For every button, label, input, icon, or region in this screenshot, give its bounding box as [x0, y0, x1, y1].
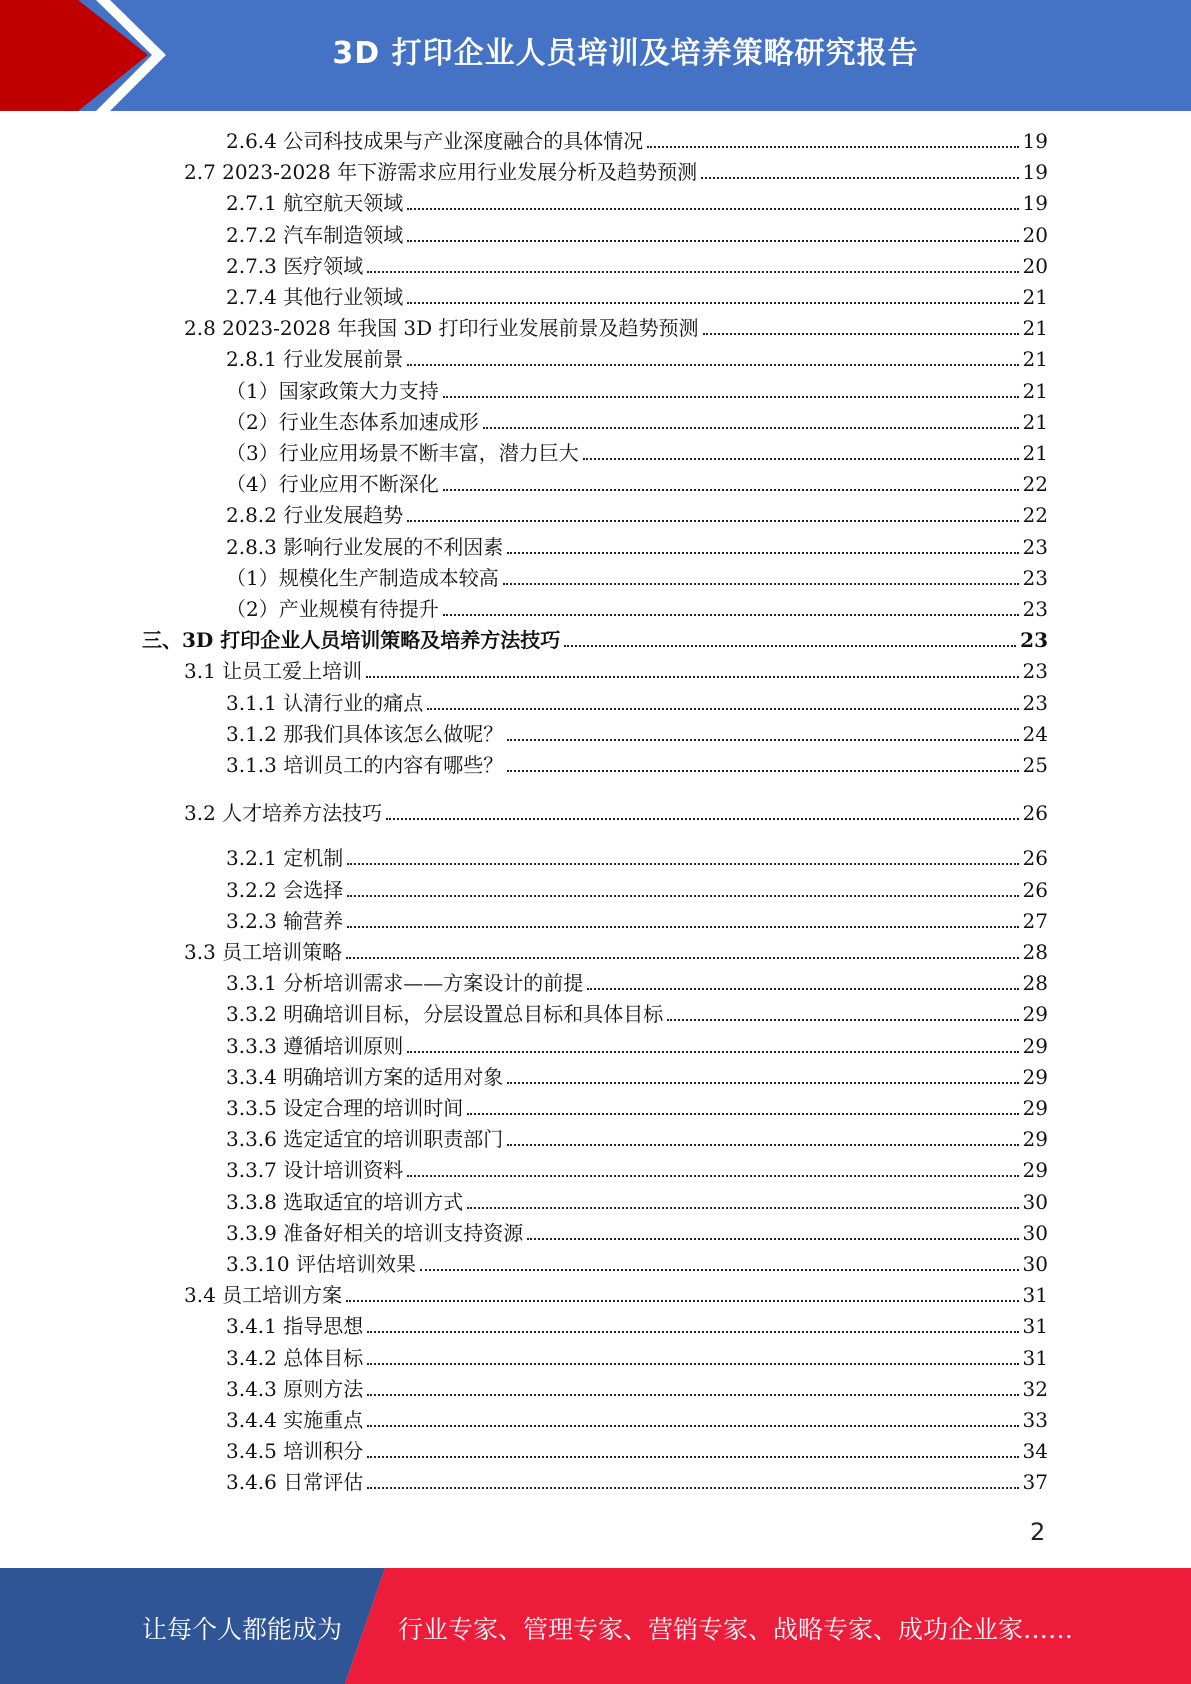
toc-entry-page: 20 — [1022, 253, 1048, 278]
footer-slogan-left: 让每个人都能成为 — [142, 1615, 343, 1644]
toc-entry-page: 24 — [1022, 721, 1048, 746]
toc-entry-page: 33 — [1022, 1408, 1048, 1432]
page-header — [0, 0, 1191, 111]
toc-entry-label: 3.4.2 总体目标 — [226, 1345, 364, 1370]
toc-entry[interactable] — [226, 1468, 1048, 1496]
toc-dot-leader — [347, 925, 1018, 928]
toc-dot-leader — [701, 176, 1018, 179]
toc-dot-leader — [467, 1112, 1018, 1115]
toc-dot-leader — [367, 1330, 1018, 1333]
toc-entry-label: 3.1.1 认清行业的痛点 — [226, 690, 424, 715]
toc-entry[interactable] — [226, 127, 1048, 155]
toc-entry-label: 3.4.4 实施重点 — [226, 1408, 364, 1432]
toc-entry-label: 3.3.7 设计培训资料 — [226, 1158, 404, 1183]
toc-entry[interactable] — [226, 1344, 1048, 1372]
toc-entry-label: （2）产业规模有待提升 — [226, 597, 439, 621]
toc-entry-label: 3.3.3 遵循培训原则 — [226, 1033, 404, 1058]
toc-entry-page: 22 — [1022, 472, 1048, 497]
toc-entry[interactable] — [226, 470, 1048, 498]
toc-entry-label: （1）国家政策大力支持 — [226, 378, 439, 403]
toc-entry-page: 25 — [1022, 753, 1048, 777]
toc-entry-page: 29 — [1022, 1033, 1048, 1058]
toc-entry[interactable] — [184, 314, 1048, 342]
toc-entry-label: 2.8.2 行业发展趋势 — [226, 503, 404, 528]
toc-entry-label: 2.8 2023-2028 年我国 3D 打印行业发展前景及趋势预测 — [184, 316, 699, 341]
toc-entry-label: 3.1 让员工爱上培训 — [184, 659, 363, 684]
toc-entry[interactable] — [226, 751, 1048, 779]
report-title: 3D 打印企业人员培训及培养策略研究报告 — [332, 36, 919, 71]
toc-dot-leader — [367, 1455, 1018, 1458]
toc-entry[interactable] — [226, 1219, 1048, 1247]
toc-dot-leader — [583, 457, 1019, 460]
toc-entry[interactable] — [226, 189, 1048, 217]
toc-entry[interactable] — [226, 533, 1048, 561]
toc-dot-leader — [507, 769, 1018, 772]
toc-entry-page: 29 — [1022, 1064, 1048, 1089]
toc-dot-leader — [420, 1268, 1019, 1271]
toc-entry-label: （4）行业应用不断深化 — [226, 472, 439, 497]
toc-dot-leader — [507, 738, 1018, 741]
toc-entry[interactable] — [226, 408, 1048, 436]
toc-dot-leader — [347, 862, 1018, 865]
toc-entry[interactable] — [226, 595, 1048, 623]
toc-entry[interactable] — [142, 626, 1048, 654]
toc-entry-page: 21 — [1022, 316, 1048, 341]
toc-entry[interactable] — [226, 1000, 1048, 1028]
toc-entry-label: 3.2.3 输营养 — [226, 908, 344, 933]
toc-entry[interactable] — [226, 252, 1048, 280]
toc-entry[interactable] — [226, 1437, 1048, 1465]
toc-entry[interactable] — [226, 221, 1048, 249]
toc-entry-page: 19 — [1022, 129, 1048, 153]
toc-entry-label: 3.1.2 那我们具体该怎么做呢？ — [226, 721, 504, 746]
toc-dot-leader — [703, 332, 1019, 335]
toc-entry-label: 3.4.1 指导思想 — [226, 1314, 364, 1339]
toc-dot-leader — [443, 395, 1019, 398]
toc-entry-page: 21 — [1022, 409, 1048, 434]
toc-entry-label: 3.1.3 培训员工的内容有哪些？ — [226, 753, 504, 777]
toc-entry[interactable] — [226, 1188, 1048, 1216]
toc-entry-label: 3.3.1 分析培训需求——方案设计的前提 — [226, 971, 584, 996]
toc-entry-page: 23 — [1022, 534, 1048, 559]
toc-entry[interactable] — [226, 1125, 1048, 1153]
toc-entry[interactable] — [226, 1063, 1048, 1091]
toc-entry-page: 26 — [1022, 846, 1048, 871]
toc-entry-label: 3.3.5 设定合理的培训时间 — [226, 1096, 464, 1120]
toc-entry-page: 31 — [1022, 1283, 1048, 1308]
toc-dot-leader — [407, 207, 1018, 210]
toc-entry-label: 3.3.9 准备好相关的培训支持资源 — [226, 1220, 524, 1245]
toc-entry-page: 20 — [1022, 222, 1048, 247]
toc-entry-label: （3）行业应用场景不断丰富，潜力巨大 — [226, 441, 579, 465]
toc-dot-leader — [467, 1206, 1018, 1209]
toc-entry-label: 3.3.8 选取适宜的培训方式 — [226, 1189, 464, 1214]
toc-dot-leader — [407, 519, 1018, 522]
toc-entry-label: 2.8.3 影响行业发展的不利因素 — [226, 534, 504, 559]
toc-entry-page: 23 — [1022, 565, 1048, 590]
toc-entry-label: 3.2.2 会选择 — [226, 877, 344, 902]
toc-entry-page: 22 — [1022, 503, 1048, 528]
toc-entry-page: 28 — [1022, 940, 1048, 964]
toc-dot-leader — [483, 426, 1019, 429]
toc-entry-page: 29 — [1022, 1096, 1048, 1120]
toc-entry-page: 31 — [1022, 1345, 1048, 1370]
toc-entry-label: 2.7 2023-2028 年下游需求应用行业发展分析及趋势预测 — [184, 160, 698, 185]
toc-entry[interactable] — [226, 564, 1048, 592]
toc-entry[interactable] — [226, 720, 1048, 748]
toc-entry-page: 26 — [1022, 801, 1048, 826]
toc-entry-label: 3.4.6 日常评估 — [226, 1470, 364, 1495]
toc-entry-label: 3.3.6 选定适宜的培训职责部门 — [226, 1127, 504, 1152]
toc-entry-page: 30 — [1022, 1252, 1048, 1276]
toc-dot-leader — [647, 145, 1018, 148]
toc-entry[interactable] — [226, 969, 1048, 997]
toc-entry-page: 19 — [1022, 160, 1048, 185]
toc-entry-label: 3.4.3 原则方法 — [226, 1376, 364, 1401]
toc-dot-leader — [427, 707, 1018, 710]
toc-entry-page: 37 — [1022, 1470, 1048, 1495]
page-number: 2 — [1030, 1518, 1046, 1546]
toc-entry[interactable] — [226, 1094, 1048, 1122]
toc-entry[interactable] — [184, 1281, 1048, 1309]
toc-entry-page: 26 — [1022, 877, 1048, 902]
toc-dot-leader — [386, 817, 1018, 820]
toc-entry[interactable] — [226, 844, 1048, 872]
toc-entry-label: （2）行业生态体系加速成形 — [226, 409, 479, 434]
toc-entry-page: 21 — [1022, 347, 1048, 372]
toc-entry-page: 32 — [1022, 1376, 1048, 1401]
toc-entry-label: 3.3.4 明确培训方案的适用对象 — [226, 1064, 504, 1089]
toc-entry-page: 29 — [1022, 1158, 1048, 1183]
toc-dot-leader — [407, 239, 1018, 242]
toc-entry-label: 2.6.4 公司科技成果与产业深度融合的具体情况 — [226, 129, 644, 153]
toc-dot-leader — [507, 551, 1018, 554]
toc-dot-leader — [407, 1174, 1018, 1177]
toc-entry-page: 29 — [1022, 1002, 1048, 1027]
toc-dot-leader — [407, 301, 1018, 304]
toc-entry[interactable] — [184, 657, 1048, 685]
toc-entry-label: 2.8.1 行业发展前景 — [226, 347, 404, 372]
toc-entry-page: 30 — [1022, 1220, 1048, 1245]
toc-entry-page: 28 — [1022, 971, 1048, 996]
toc-dot-leader — [407, 1050, 1018, 1053]
toc-entry[interactable] — [184, 158, 1048, 186]
toc-entry[interactable] — [184, 938, 1048, 966]
toc-dot-leader — [443, 488, 1019, 491]
toc-entry[interactable] — [226, 345, 1048, 373]
toc-entry-page: 31 — [1022, 1314, 1048, 1339]
toc-entry[interactable] — [226, 689, 1048, 717]
toc-dot-leader — [564, 644, 1016, 647]
toc-entry-page: 30 — [1022, 1189, 1048, 1214]
toc-entry[interactable] — [226, 1406, 1048, 1434]
toc-entry[interactable] — [226, 1156, 1048, 1184]
toc-dot-leader — [346, 956, 1018, 959]
toc-entry-page: 23 — [1020, 628, 1048, 653]
toc-entry-page: 21 — [1022, 441, 1048, 465]
toc-entry[interactable] — [226, 1312, 1048, 1340]
toc-dot-leader — [527, 1237, 1018, 1240]
toc-entry-label: 3.2 人才培养方法技巧 — [184, 801, 383, 826]
toc-entry[interactable] — [226, 1250, 1048, 1278]
toc-dot-leader — [507, 1081, 1018, 1084]
toc-dot-leader — [347, 894, 1018, 897]
toc-entry-label: 3.2.1 定机制 — [226, 846, 344, 871]
toc-entry[interactable] — [184, 799, 1048, 827]
toc-dot-leader — [346, 1299, 1018, 1302]
toc-dot-leader — [367, 270, 1018, 273]
toc-entry-page: 27 — [1022, 908, 1048, 933]
toc-entry-page: 19 — [1022, 191, 1048, 216]
toc-entry-page: 23 — [1022, 597, 1048, 621]
toc-dot-leader — [366, 675, 1018, 678]
toc-entry[interactable] — [226, 1032, 1048, 1060]
toc-entry[interactable] — [226, 1375, 1048, 1403]
toc-dot-leader — [407, 363, 1018, 366]
toc-entry[interactable] — [226, 501, 1048, 529]
toc-dot-leader — [367, 1393, 1018, 1396]
toc-entry-label: 3.4 员工培训方案 — [184, 1283, 343, 1308]
toc-entry-label: 3.4.5 培训积分 — [226, 1439, 364, 1464]
toc-dot-leader — [667, 1018, 1018, 1021]
toc-entry-label: 2.7.2 汽车制造领域 — [226, 222, 404, 247]
toc-dot-leader — [507, 1143, 1018, 1146]
toc-entry-page: 29 — [1022, 1127, 1048, 1152]
toc-entry-page: 23 — [1022, 659, 1048, 684]
toc-entry[interactable] — [226, 283, 1048, 311]
footer-slogan-right: 行业专家、管理专家、营销专家、战略专家、成功企业家…… — [398, 1615, 1074, 1644]
toc-entry-label: 2.7.3 医疗领域 — [226, 253, 364, 278]
toc-entry-label: 3.3 员工培训策略 — [184, 940, 343, 964]
toc-entry[interactable] — [226, 876, 1048, 904]
toc-entry-page: 34 — [1022, 1439, 1048, 1464]
toc-entry[interactable] — [226, 907, 1048, 935]
page-footer — [0, 1568, 1191, 1684]
toc-dot-leader — [367, 1486, 1018, 1489]
toc-entry-label: 3.3.10 评估培训效果 — [226, 1252, 416, 1276]
toc-dot-leader — [587, 987, 1018, 990]
toc-entry-label: 三、3D 打印企业人员培训策略及培养方法技巧 — [142, 628, 561, 653]
toc-entry-label: 2.7.1 航空航天领域 — [226, 191, 404, 216]
toc-entry-label: （1）规模化生产制造成本较高 — [226, 565, 499, 590]
toc-dot-leader — [443, 613, 1019, 616]
toc-entry-label: 2.7.4 其他行业领域 — [226, 285, 404, 309]
toc-entry-page: 21 — [1022, 378, 1048, 403]
toc-dot-leader — [367, 1424, 1018, 1427]
toc-dot-leader — [503, 582, 1019, 585]
toc-dot-leader — [367, 1362, 1018, 1365]
toc-entry-page: 21 — [1022, 285, 1048, 309]
toc-entry-label: 3.3.2 明确培训目标，分层设置总目标和具体目标 — [226, 1002, 664, 1027]
toc-entry[interactable] — [226, 439, 1048, 467]
toc-entry[interactable] — [226, 377, 1048, 405]
toc-entry-page: 23 — [1022, 690, 1048, 715]
